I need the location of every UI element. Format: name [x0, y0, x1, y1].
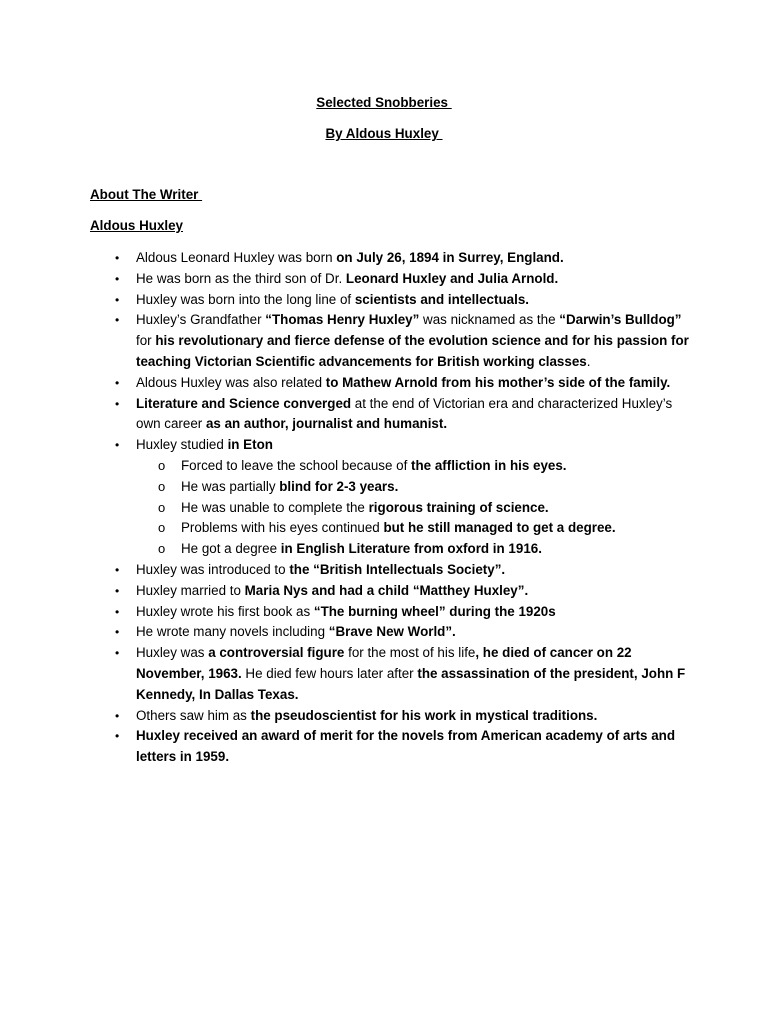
section-heading: About The Writer: [90, 187, 203, 202]
bold-text: to Mathew Arnold from his mother’s side of the family.: [325, 374, 671, 390]
list-item: [115, 310, 696, 372]
list-item: [115, 435, 696, 456]
sub-list-item: [158, 477, 681, 498]
bullet-icon: •: [115, 313, 120, 328]
bold-text: rigorous training of science.: [368, 499, 549, 515]
text: He was unable to complete the: [181, 499, 369, 515]
list-item: [115, 269, 696, 290]
bold-text: but he still managed to get a degree.: [383, 520, 616, 536]
text: He was partially: [181, 478, 280, 494]
document-title: Selected Snobberies: [316, 95, 452, 110]
text: He died few hours later after: [241, 665, 418, 681]
text: was nicknamed as the: [419, 312, 560, 328]
bold-text: the assassination of the president, John F Kennedy, In Dallas Texas.: [136, 665, 686, 702]
bullet-icon: •: [115, 396, 120, 411]
bullet-icon: •: [115, 583, 120, 598]
list-item: [115, 602, 696, 623]
text: He got a degree: [181, 541, 281, 557]
bold-text: the “British Intellectuals Society”.: [289, 561, 506, 577]
hollow-bullet-icon: o: [158, 541, 166, 557]
bold-text: “Thomas Henry Huxley”: [265, 312, 420, 328]
hollow-bullet-icon: o: [158, 478, 166, 494]
hollow-bullet-icon: o: [158, 457, 166, 473]
text: Huxley studied: [136, 437, 228, 453]
sub-list-item: [158, 456, 681, 477]
bold-text: the pseudoscientist for his work in mystical traditions.: [250, 707, 598, 723]
text: for the most of his life: [344, 645, 476, 661]
sub-list-item: [158, 498, 681, 519]
bold-text: Maria Nys and had a child “Matthey Huxley”.: [244, 582, 529, 598]
bold-text: “The burning wheel” during the 1920s: [313, 603, 556, 619]
sub-list-item: [158, 539, 681, 560]
bold-text: in Eton: [227, 437, 273, 453]
text: at the end of Victorian era and characterized Huxley’s own career: [136, 395, 673, 432]
text: Huxley’s Grandfather: [136, 312, 266, 328]
text: He was born as the third son of Dr.: [136, 270, 346, 286]
text: Huxley was: [136, 645, 209, 661]
text: Huxley wrote his first book as: [136, 603, 314, 619]
bullet-icon: •: [115, 604, 120, 619]
bullet-icon: •: [115, 708, 120, 723]
text: Others saw him as: [136, 707, 251, 723]
bold-text: his revolutionary and fierce defense of the evolution science and for his passion for teaching Victorian Scientific advancements for British working classes: [136, 333, 689, 369]
list-item: [115, 726, 696, 768]
bullet-icon: •: [115, 729, 120, 744]
list-item: [115, 290, 696, 311]
text: Problems with his eyes continued: [181, 520, 384, 536]
list-item: [115, 706, 696, 727]
list-item: [115, 394, 696, 436]
bold-text: in English Literature from oxford in 1916.: [280, 541, 542, 557]
document-author: By Aldous Huxley: [325, 126, 443, 141]
bold-text: blind for 2-3 years.: [279, 478, 399, 494]
bullet-list: [0, 248, 768, 768]
bold-text: “Darwin’s Bulldog”: [559, 312, 682, 328]
text: Aldous Leonard Huxley was born: [136, 250, 337, 265]
text: Huxley was introduced to: [136, 561, 290, 577]
list-item: [115, 373, 696, 394]
sub-list-item: [158, 518, 681, 539]
bullet-icon: •: [115, 438, 120, 453]
hollow-bullet-icon: o: [158, 499, 166, 515]
text: Huxley married to: [136, 582, 245, 598]
hollow-bullet-icon: o: [158, 520, 166, 536]
subject-heading: Aldous Huxley: [90, 218, 184, 233]
bullet-icon: •: [115, 646, 120, 661]
list-item: [115, 560, 696, 581]
text: Huxley was born into the long line of: [136, 291, 355, 307]
bullet-icon: •: [115, 625, 120, 640]
bold-text: a controversial figure: [208, 645, 345, 661]
text: Aldous Huxley was also related: [136, 374, 326, 390]
text: for: [136, 333, 156, 349]
list-item: [115, 248, 696, 269]
list-item: [115, 622, 696, 643]
text: .: [586, 353, 591, 369]
bullet-icon: •: [115, 251, 120, 265]
bold-text: , he died of cancer on 22 November, 1963.: [136, 645, 632, 681]
bullet-icon: •: [115, 375, 120, 390]
text: Forced to leave the school because of: [181, 457, 412, 473]
bullet-icon: •: [115, 292, 120, 307]
bold-text: as an author, journalist and humanist.: [205, 416, 448, 432]
bold-text: scientists and intellectuals.: [354, 291, 529, 307]
bold-text: Leonard Huxley and Julia Arnold.: [345, 270, 559, 286]
bold-text: the affliction in his eyes.: [411, 457, 567, 473]
text: He wrote many novels including: [136, 624, 329, 640]
bold-text: Huxley received an award of merit for the novels from American academy of arts and letters in 1959.: [136, 728, 676, 765]
list-item: [115, 643, 696, 705]
bold-text: “Brave New World”.: [328, 624, 456, 640]
list-item: [115, 581, 696, 602]
bullet-icon: •: [115, 562, 120, 577]
bold-text: Literature and Science converged: [136, 395, 352, 411]
bullet-icon: •: [115, 271, 120, 286]
bold-text: on July 26, 1894 in Surrey, England.: [336, 250, 564, 265]
